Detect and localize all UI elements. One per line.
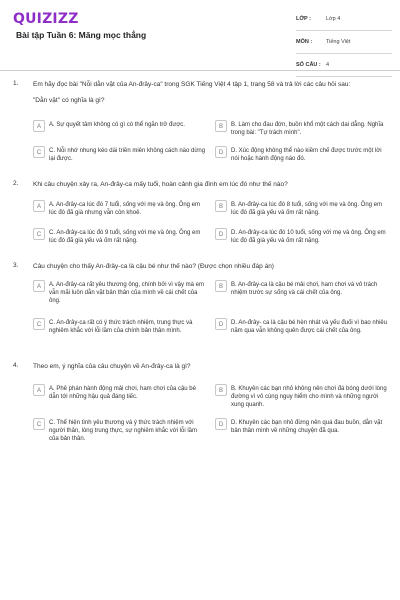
option-text: C. Nỗi nhớ nhung kéo dài triền miên không cách nào dừng lại được. <box>49 148 206 162</box>
question-subtext: "Dằn vặt" có nghĩa là gì? <box>33 97 105 104</box>
meta-value: 4 <box>326 62 330 68</box>
option-text: C. An-đrây-ca rất có ý thức trách nhiệm, trung thực và nghiêm khắc với lỗi lầm của chính bản thân mình. <box>49 320 193 334</box>
option-text: A. An-đrây-ca lúc đó 7 tuổi, sống với mẹ và ông. Ông em lúc đó đã già nhưng vẫn còn khoẻ. <box>49 202 201 216</box>
option-text: D. An-đrây- ca là cậu bé hèn nhát và yếu đuối vì bao nhiêu năm qua vẫn không quên được cái chết của ông. <box>231 320 388 334</box>
meta-row-grade <box>296 12 392 31</box>
question-number: 4. <box>13 362 19 369</box>
meta-value: Tiếng Việt <box>326 39 351 45</box>
option-letter: B <box>215 120 227 132</box>
question-number: 1. <box>13 80 19 87</box>
question-number: 2. <box>13 180 19 187</box>
option-letter: C <box>33 418 45 430</box>
option-letter: D <box>215 318 227 330</box>
option-letter: B <box>215 384 227 396</box>
option-text: A. An-đrây-ca rất yêu thương ông, chính bởi vì vậy mà em vẫn mãi luôn dằn vặt bản thân của mình về cái chết của ông. <box>49 282 204 304</box>
meta-row-subject <box>296 35 392 54</box>
option-text: B. An-đrây-ca lúc đó 8 tuổi, sống với mẹ và ông. Ông em lúc đó đã già yếu và ốm rất nặng. <box>231 202 383 216</box>
meta-row-count <box>296 58 392 77</box>
option-letter: A <box>33 200 45 212</box>
meta-label: MÔN : <box>296 39 313 45</box>
worksheet-header <box>0 0 400 71</box>
option-letter: C <box>33 228 45 240</box>
option-text: D. Khuyên các bạn nhỏ đừng nên quá đau buồn, dằn vặt bản thân mình về những chuyện đã qua. <box>231 420 383 434</box>
option-text: D. An-đrây-ca lúc đó 10 tuổi, sống với mẹ và ông. Ông em lúc đó đã già yếu và ốm rất nặng. <box>231 230 386 244</box>
option-text: C. An-đrây-ca lúc đó 9 tuổi, sống với mẹ và ông. Ông em lúc đó đã già yếu và ốm rất nặng. <box>49 230 201 244</box>
option-text: B. An-đrây-ca là cậu bé mải chơi, ham chơi và vô trách nhiệm trước sự sống và cái chết của ông. <box>231 282 378 296</box>
question-text: Khi câu chuyện xảy ra, An-đrây-ca mấy tuổi, hoàn cảnh gia đình em lúc đó như thế nào? <box>33 181 288 188</box>
meta-value: Lớp 4 <box>326 16 341 22</box>
option-text: C. Thể hiện tình yêu thương và ý thức trách nhiệm với người thân, lòng trung thực, sự nghiêm khắc với lỗi lầm của bản thân. <box>49 420 197 442</box>
option-letter: A <box>33 280 45 292</box>
option-letter: A <box>33 120 45 132</box>
option-text: A. Sự quyết tâm không có gì có thể ngăn trở được. <box>49 122 185 128</box>
meta-label: SỐ CÂU : <box>296 62 321 68</box>
option-text: B. Khuyên các bạn nhỏ không nên chơi đá bóng dưới lòng đường vì vô cùng nguy hiểm cho mình và những người xung quanh. <box>231 386 387 408</box>
meta-label: LỚP : <box>296 16 311 22</box>
option-letter: B <box>215 280 227 292</box>
option-text: B. Làm cho đau đớn, buồn khổ một cách dai dẳng. Nghĩa trong bài: "Tự trách mình". <box>231 122 384 136</box>
option-text: D. Xúc động không thể nào kiềm chế được trước một lời nói hoặc hành động nào đó. <box>231 148 382 162</box>
option-letter: A <box>33 384 45 396</box>
meta-info <box>296 12 392 81</box>
option-letter: C <box>33 146 45 158</box>
question-text: Câu chuyện cho thấy An-đrây-ca là cậu bé như thế nào? (Được chọn nhiều đáp án) <box>33 263 274 270</box>
option-letter: D <box>215 418 227 430</box>
question-number: 3. <box>13 262 19 269</box>
option-text: A. Phê phán hành động mải chơi, ham chơi của cậu bé dẫn tới những hậu quả đáng tiếc. <box>49 386 196 400</box>
option-letter: B <box>215 200 227 212</box>
option-letter: D <box>215 146 227 158</box>
worksheet-title: Bài tập Tuần 6: Măng mọc thẳng <box>16 30 147 40</box>
question-text: Em hãy đọc bài "Nỗi dằn vặt của An-đrây-ca" trong SGK Tiếng Việt 4 tập 1, trang 58 và trả lời các câu hỏi sau: <box>33 81 351 88</box>
option-letter: C <box>33 318 45 330</box>
quizizz-logo: QUIZIZZ <box>13 11 79 27</box>
question-text: Theo em, ý nghĩa của câu chuyện về An-đrây-ca là gì? <box>33 363 191 370</box>
option-letter: D <box>215 228 227 240</box>
